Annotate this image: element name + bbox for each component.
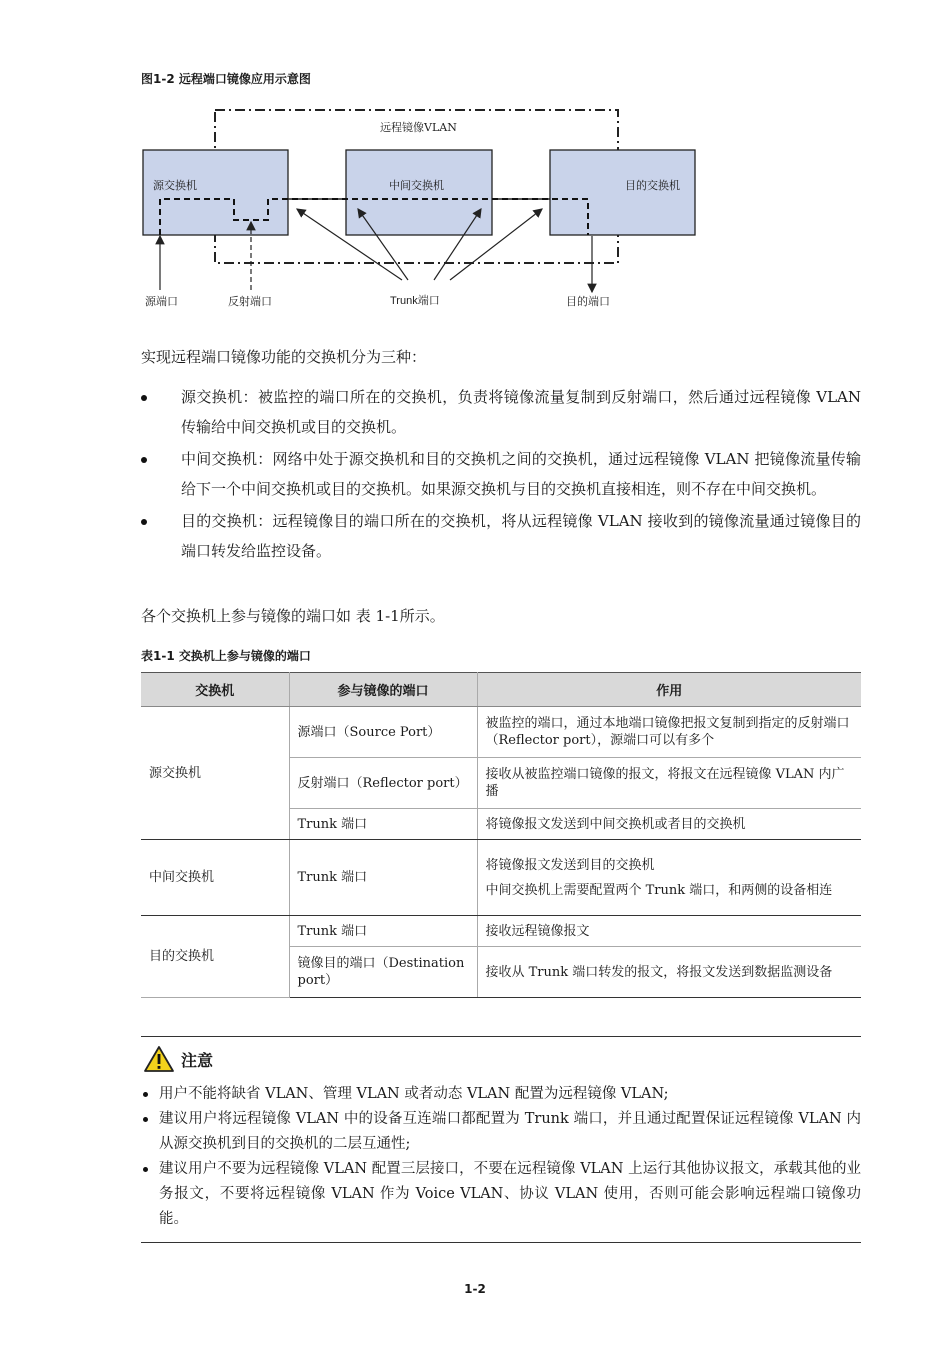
list-item: 建议用户不要为远程镜像 VLAN 配置三层接口，不要在远程镜像 VLAN 上运行其他协议报文，承载其他的业务报文，不要将远程镜像 VLAN 作为 Voice VLAN、协议 VLAN 使用，否则可能会影响远程端口镜像功能。 [141, 1157, 861, 1232]
switch-type-list [141, 382, 861, 568]
port-cell: Trunk 端口 [289, 840, 477, 916]
reflector-port-label: 反射端口 [228, 295, 272, 308]
port-cell: 源端口（Source Port） [289, 707, 477, 758]
table-row [141, 840, 861, 916]
vlan-label: 远程镜像VLAN [380, 121, 457, 134]
table-caption: 表1-1 交换机上参与镜像的端口 [141, 649, 311, 663]
table-header-row [141, 673, 861, 707]
table-reference: 各个交换机上参与镜像的端口如 表 1-1所示。 [141, 607, 445, 625]
warning-icon [143, 1045, 175, 1073]
switch-cell: 源交换机 [141, 707, 289, 840]
bullet-icon [141, 457, 147, 463]
role-cell: 将镜像报文发送到中间交换机或者目的交换机 [477, 809, 861, 840]
header-role: 作用 [477, 673, 861, 707]
role-cell: 接收从被监控端口镜像的报文，将报文在远程镜像 VLAN 内广播 [477, 758, 861, 809]
destination-switch-box [550, 150, 695, 235]
role-line: 中间交换机上需要配置两个 Trunk 端口，和两侧的设备相连 [485, 882, 833, 898]
port-cell: 镜像目的端口（Destination port） [289, 947, 477, 998]
note-title: 注意 [181, 1050, 214, 1070]
role-cell: 被监控的端口，通过本地端口镜像把报文复制到指定的反射端口（Reflector port），源端口可以有多个 [477, 707, 861, 758]
port-cell: Trunk 端口 [289, 916, 477, 947]
bullet-icon [143, 1167, 148, 1172]
port-cell: 反射端口（Reflector port） [289, 758, 477, 809]
caution-note [141, 1036, 861, 1243]
header-switch: 交换机 [141, 673, 289, 707]
note-list [141, 1082, 861, 1232]
switch-cell: 目的交换机 [141, 916, 289, 998]
trunk-port-label: Trunk端口 [390, 295, 440, 307]
source-switch-box [143, 150, 288, 235]
ports-table [141, 672, 861, 998]
remote-mirroring-diagram [0, 0, 950, 320]
list-item: 中间交换机：网络中处于源交换机和目的交换机之间的交换机，通过远程镜像 VLAN 把镜像流量传输给下一个中间交换机或目的交换机。如果源交换机与目的交换机直接相连，则不存在中间交换机。 [141, 444, 861, 504]
source-switch-label: 源交换机 [153, 179, 197, 192]
intermediate-switch-label: 中间交换机 [389, 179, 444, 192]
destination-switch-label: 目的交换机 [625, 179, 680, 192]
bullet-icon [141, 519, 147, 525]
list-item: 用户不能将缺省 VLAN、管理 VLAN 或者动态 VLAN 配置为远程镜像 VLAN; [141, 1082, 861, 1107]
figure-caption: 图1-2 远程端口镜像应用示意图 [141, 72, 311, 86]
list-item: 建议用户将远程镜像 VLAN 中的设备互连端口都配置为 Trunk 端口，并且通过配置保证远程镜像 VLAN 内从源交换机到目的交换机的二层互通性; [141, 1107, 861, 1157]
bullet-icon [141, 395, 147, 401]
list-item: 目的交换机：远程镜像目的端口所在的交换机，将从远程镜像 VLAN 接收到的镜像流量通过镜像目的端口转发给监控设备。 [141, 506, 861, 566]
bullet-icon [143, 1117, 148, 1122]
role-cell: 接收远程镜像报文 [477, 916, 861, 947]
bullet-icon [143, 1092, 148, 1097]
header-port: 参与镜像的端口 [289, 673, 477, 707]
role-cell [477, 840, 861, 916]
source-port-label: 源端口 [145, 295, 178, 308]
table-row [141, 916, 861, 947]
page-number: 1-2 [464, 1282, 486, 1296]
switch-cell: 中间交换机 [141, 840, 289, 916]
intro-paragraph: 实现远程端口镜像功能的交换机分为三种： [141, 348, 427, 366]
note-header [143, 1045, 213, 1073]
port-cell: Trunk 端口 [289, 809, 477, 840]
table-row [141, 707, 861, 758]
role-line: 将镜像报文发送到目的交换机 [485, 857, 655, 873]
list-item: 源交换机：被监控的端口所在的交换机，负责将镜像流量复制到反射端口，然后通过远程镜像 VLAN 传输给中间交换机或目的交换机。 [141, 382, 861, 442]
role-cell: 接收从 Trunk 端口转发的报文，将报文发送到数据监测设备 [477, 947, 861, 998]
destination-port-label: 目的端口 [566, 295, 610, 308]
